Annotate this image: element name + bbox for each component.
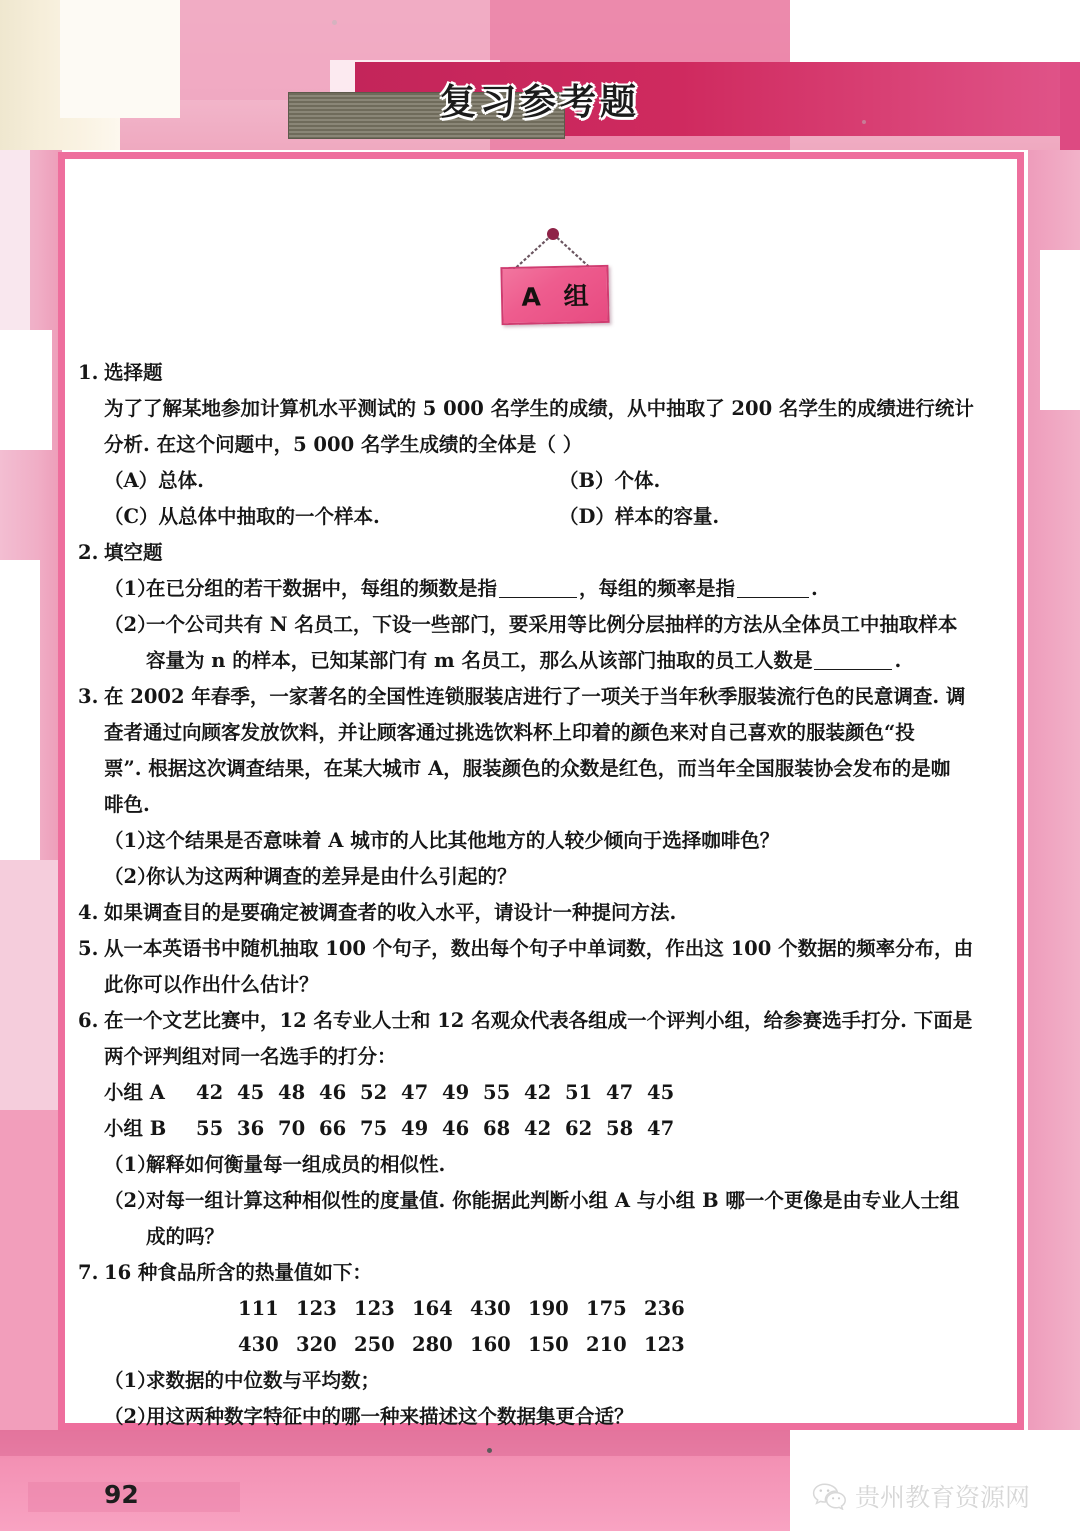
question-6-heading — [78, 1003, 1028, 1039]
watermark — [812, 1478, 1030, 1514]
sub-label: （1） — [104, 1369, 157, 1392]
calorie-value: 236 — [644, 1297, 685, 1320]
calorie-value: 123 — [354, 1297, 395, 1320]
calorie-value: 123 — [644, 1333, 685, 1356]
calorie-value: 150 — [528, 1333, 569, 1356]
question-6-sub-2-cont: 成的吗？ — [146, 1225, 225, 1248]
question-1-heading — [78, 355, 1028, 391]
calorie-row-1 — [238, 1291, 1028, 1327]
sub-label: （1） — [104, 829, 157, 852]
question-6-sub-1 — [78, 1147, 1028, 1183]
question-1-title: 选择题 — [104, 361, 163, 384]
page-number: 92 — [104, 1480, 139, 1509]
center-dot-mark — [487, 1448, 492, 1453]
sub-text-line-2: 容量为 n 的样本，已知某部门有 m 名员工，那么从该部门抽取的员工人数是 — [146, 649, 813, 672]
question-3 — [78, 679, 1028, 895]
question-5-number: 5. — [78, 937, 99, 960]
left-pale-block — [0, 150, 30, 350]
sub-part-1: 在已分组的若干数据中，每组的频数是指 — [146, 577, 498, 600]
sub-text-line-1: 一个公司共有 N 名员工，下设一些部门，要采用等比例分层抽样的方法从全体员工中抽取样本 — [146, 613, 958, 636]
group-a-row — [78, 1075, 1028, 1111]
question-1-choices-row-1 — [78, 463, 1028, 499]
fill-blank-2[interactable] — [737, 597, 809, 598]
calorie-value: 190 — [528, 1297, 569, 1320]
watermark-text: 贵州教育资源网 — [855, 1483, 1031, 1512]
question-7-heading — [78, 1255, 1028, 1291]
group-a-value: 45 — [237, 1081, 265, 1104]
group-a-value: 47 — [606, 1081, 634, 1104]
question-6-line-2: 两个评判组对同一名选手的打分： — [104, 1045, 397, 1068]
group-b-value: 49 — [401, 1117, 429, 1140]
question-2 — [78, 535, 1028, 679]
question-3-heading — [78, 679, 1028, 715]
questions-container — [78, 355, 1028, 1435]
section-sign — [495, 228, 615, 328]
calorie-value: 320 — [296, 1333, 337, 1356]
sub-text: 用这两种数字特征中的哪一种来描述这个数据集更合适？ — [146, 1405, 634, 1428]
calorie-value: 111 — [238, 1297, 279, 1320]
group-b-value: 75 — [360, 1117, 388, 1140]
calorie-value: 175 — [586, 1297, 627, 1320]
question-3-sub-1 — [78, 823, 1028, 859]
question-7 — [78, 1255, 1028, 1435]
group-b-row — [78, 1111, 1028, 1147]
sub-text: 解释如何衡量每一组成员的相似性. — [146, 1153, 446, 1176]
question-2-sub-2-cont — [78, 643, 1028, 679]
question-6 — [78, 1003, 1028, 1255]
question-2-sub-1 — [78, 571, 1028, 607]
group-a-value: 42 — [524, 1081, 552, 1104]
group-b-value: 62 — [565, 1117, 593, 1140]
question-3-number: 3. — [78, 685, 99, 708]
question-2-heading — [78, 535, 1028, 571]
question-5-heading — [78, 931, 1028, 967]
wechat-logo-icon — [812, 1482, 846, 1510]
fill-blank-1[interactable] — [499, 597, 577, 598]
sub-label: （2） — [104, 1189, 157, 1212]
group-b-value: 70 — [278, 1117, 306, 1140]
group-b-value: 58 — [606, 1117, 634, 1140]
top-left-white-strip — [60, 0, 180, 118]
group-a-values — [196, 1075, 688, 1111]
left-pink-block-2 — [0, 860, 62, 1110]
question-6-line-1: 在一个文艺比赛中，12 名专业人士和 12 名观众代表各组成一个评判小组，给参赛选手打分. 下面是 — [104, 1009, 973, 1032]
group-a-value: 42 — [196, 1081, 224, 1104]
question-4-number: 4. — [78, 901, 99, 924]
question-3-line-2: 查者通过向顾客发放饮料，并让顾客通过挑选饮料杯上印着的颜色来对自己喜欢的服装颜色“投 — [104, 721, 915, 744]
group-b-value: 66 — [319, 1117, 347, 1140]
question-7-line-1: 16 种食品所含的热量值如下： — [104, 1261, 372, 1284]
calorie-value: 123 — [296, 1297, 337, 1320]
group-b-value: 55 — [196, 1117, 224, 1140]
question-1-number: 1. — [78, 361, 99, 384]
paper-speck — [862, 120, 866, 124]
fill-blank-3[interactable] — [814, 669, 892, 670]
calorie-value: 430 — [238, 1333, 279, 1356]
sub-text: 你认为这两种调查的差异是由什么引起的？ — [146, 865, 517, 888]
calorie-value: 164 — [412, 1297, 453, 1320]
sign-board — [500, 265, 609, 325]
calorie-value: 210 — [586, 1333, 627, 1356]
question-7-sub-1 — [78, 1363, 1028, 1399]
group-a-value: 46 — [319, 1081, 347, 1104]
sub-text: 求数据的中位数与平均数； — [146, 1369, 381, 1392]
calorie-value: 430 — [470, 1297, 511, 1320]
question-1 — [78, 355, 1028, 535]
group-a-value: 49 — [442, 1081, 470, 1104]
left-white-block-1 — [0, 330, 52, 450]
choice-c[interactable]: （C）从总体中抽取的一个样本. — [104, 505, 380, 528]
question-3-line-4: 啡色. — [104, 793, 150, 816]
question-7-sub-2 — [78, 1399, 1028, 1435]
sub-label: （1） — [104, 577, 157, 600]
question-2-title: 填空题 — [104, 541, 163, 564]
sub-label: （1） — [104, 1153, 157, 1176]
group-b-label: 小组 B — [104, 1117, 167, 1140]
question-4-line-1: 如果调查目的是要确定被调查者的收入水平，请设计一种提问方法. — [104, 901, 677, 924]
group-a-label: 小组 A — [104, 1081, 165, 1104]
right-white-block — [1040, 250, 1080, 410]
question-3-line-3: 票”. 根据这次调查结果，在某大城市 A，服装颜色的众数是红色，而当年全国服装协会发布的是咖 — [104, 757, 951, 780]
left-white-block-2 — [0, 560, 40, 860]
group-a-value: 48 — [278, 1081, 306, 1104]
sub-part-3: . — [811, 577, 818, 600]
question-3-line-1: 在 2002 年春季，一家著名的全国性连锁服装店进行了一项关于当年秋季服装流行色的民意调查. 调 — [104, 685, 966, 708]
paper-speck — [332, 20, 337, 25]
group-a-value: 52 — [360, 1081, 388, 1104]
choice-d[interactable]: （D）样本的容量. — [559, 505, 720, 528]
sub-text — [146, 571, 1028, 607]
question-7-number: 7. — [78, 1261, 99, 1284]
calorie-value: 280 — [412, 1333, 453, 1356]
sub-text: 这个结果是否意味着 A 城市的人比其他地方的人较少倾向于选择咖啡色？ — [146, 829, 780, 852]
question-6-number: 6. — [78, 1009, 99, 1032]
page-title: 复习参考题 — [440, 82, 641, 123]
sub-label: （2） — [104, 1405, 157, 1428]
calorie-table — [78, 1291, 1028, 1363]
section-label: A 组 — [521, 281, 596, 312]
question-5-line-1: 从一本英语书中随机抽取 100 个句子，数出每个句子中单词数，作出这 100 个数据的频率分布，由 — [104, 937, 974, 960]
group-a-value: 47 — [401, 1081, 429, 1104]
question-2-number: 2. — [78, 541, 99, 564]
question-1-line-2: 分析. 在这个问题中，5 000 名学生成绩的全体是（ ） — [104, 433, 583, 456]
calorie-value: 250 — [354, 1333, 395, 1356]
calorie-row-2 — [238, 1327, 1028, 1363]
question-1-choices-row-2 — [78, 499, 1028, 535]
group-b-value: 47 — [647, 1117, 675, 1140]
sub-part-2: ，每组的频率是指 — [579, 577, 736, 600]
group-b-value: 46 — [442, 1117, 470, 1140]
question-5 — [78, 931, 1028, 1003]
group-a-value: 51 — [565, 1081, 593, 1104]
group-a-value: 55 — [483, 1081, 511, 1104]
question-3-sub-2 — [78, 859, 1028, 895]
sub-text-line-2-end: . — [894, 649, 902, 672]
question-4-heading — [78, 895, 1028, 931]
question-6-sub-2 — [78, 1183, 1028, 1219]
sub-text: 对每一组计算这种相似性的度量值. 你能据此判断小组 A 与小组 B 哪一个更像是由专业人士组 — [146, 1189, 960, 1212]
question-4 — [78, 895, 1028, 931]
group-a-value: 45 — [647, 1081, 675, 1104]
choice-a[interactable]: （A）总体. — [104, 469, 204, 492]
choice-b[interactable]: （B）个体. — [559, 469, 661, 492]
sub-label: （2） — [104, 613, 157, 636]
group-b-value: 42 — [524, 1117, 552, 1140]
sub-label: （2） — [104, 865, 157, 888]
group-b-values — [196, 1111, 688, 1147]
question-2-sub-2 — [78, 607, 1028, 643]
calorie-value: 160 — [470, 1333, 511, 1356]
question-5-line-2: 此你可以作出什么估计？ — [104, 973, 319, 996]
question-1-line-1: 为了了解某地参加计算机水平测试的 5 000 名学生的成绩，从中抽取了 200 名学生的成绩进行统计 — [104, 397, 974, 420]
group-b-value: 68 — [483, 1117, 511, 1140]
group-b-value: 36 — [237, 1117, 265, 1140]
